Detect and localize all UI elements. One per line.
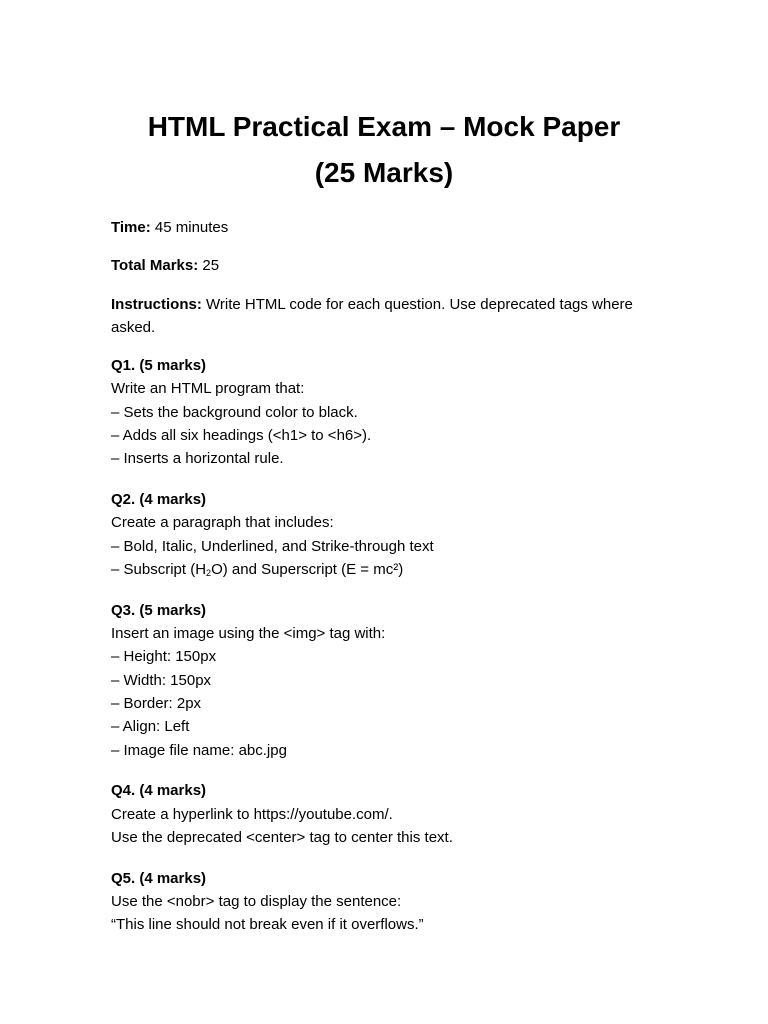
question-line: – Image file name: abc.jpg [111, 741, 287, 759]
question-1 [111, 354, 671, 470]
subscript-line-before: – Subscript (H [111, 561, 207, 579]
question-line: – Width: 150px [111, 671, 212, 689]
time-value: 45 minutes [150, 219, 229, 236]
page-title [111, 104, 657, 196]
time-label: Time: [111, 219, 151, 236]
instructions-row [111, 293, 671, 340]
question-heading: Q5. (4 marks) [111, 869, 207, 887]
question-line [111, 558, 671, 581]
question-heading: Q3. (5 marks) [111, 601, 207, 619]
exam-meta [111, 216, 671, 339]
question-line: Create a paragraph that includes: [111, 514, 334, 532]
question-line: – Height: 150px [111, 648, 217, 666]
instructions-label: Instructions: [111, 295, 202, 313]
title-line-2: (25 Marks) [314, 157, 454, 188]
question-line: Use the deprecated <center> tag to center this text. [111, 829, 453, 847]
question-5 [111, 867, 671, 937]
question-line: Insert an image using the <img> tag with: [111, 625, 386, 643]
question-line: – Sets the background color to black. [111, 403, 358, 421]
instructions-value: Write HTML code for each question. Use deprecated tags where asked. [111, 295, 633, 336]
question-line: Write an HTML program that: [111, 380, 305, 398]
subscript-line-after: O) and Superscript (E = mc²) [211, 561, 404, 579]
title-line-1: HTML Practical Exam – Mock Paper [147, 111, 621, 142]
question-heading: Q4. (4 marks) [111, 782, 207, 800]
question-line: “This line should not break even if it overflows.” [111, 916, 424, 934]
question-heading: Q1. (5 marks) [111, 357, 207, 375]
total-marks-value: 25 [198, 257, 220, 275]
question-line: – Adds all six headings (<h1> to <h6>). [111, 427, 372, 445]
question-4 [111, 779, 671, 849]
question-line: – Bold, Italic, Underlined, and Strike-through text [111, 537, 434, 555]
exam-body [111, 216, 671, 954]
question-line: Use the <nobr> tag to display the sentence: [111, 893, 402, 911]
question-2 [111, 488, 671, 581]
question-3 [111, 599, 671, 762]
question-line: – Inserts a horizontal rule. [111, 450, 284, 468]
total-marks-row [111, 254, 671, 277]
question-line: – Border: 2px [111, 695, 202, 713]
time-row [111, 216, 671, 239]
question-line: – Align: Left [111, 718, 190, 736]
question-heading: Q2. (4 marks) [111, 491, 207, 509]
question-line: Create a hyperlink to https://youtube.com/. [111, 805, 393, 823]
total-marks-label: Total Marks: [111, 257, 199, 275]
subscript-digit: 2 [206, 568, 212, 579]
